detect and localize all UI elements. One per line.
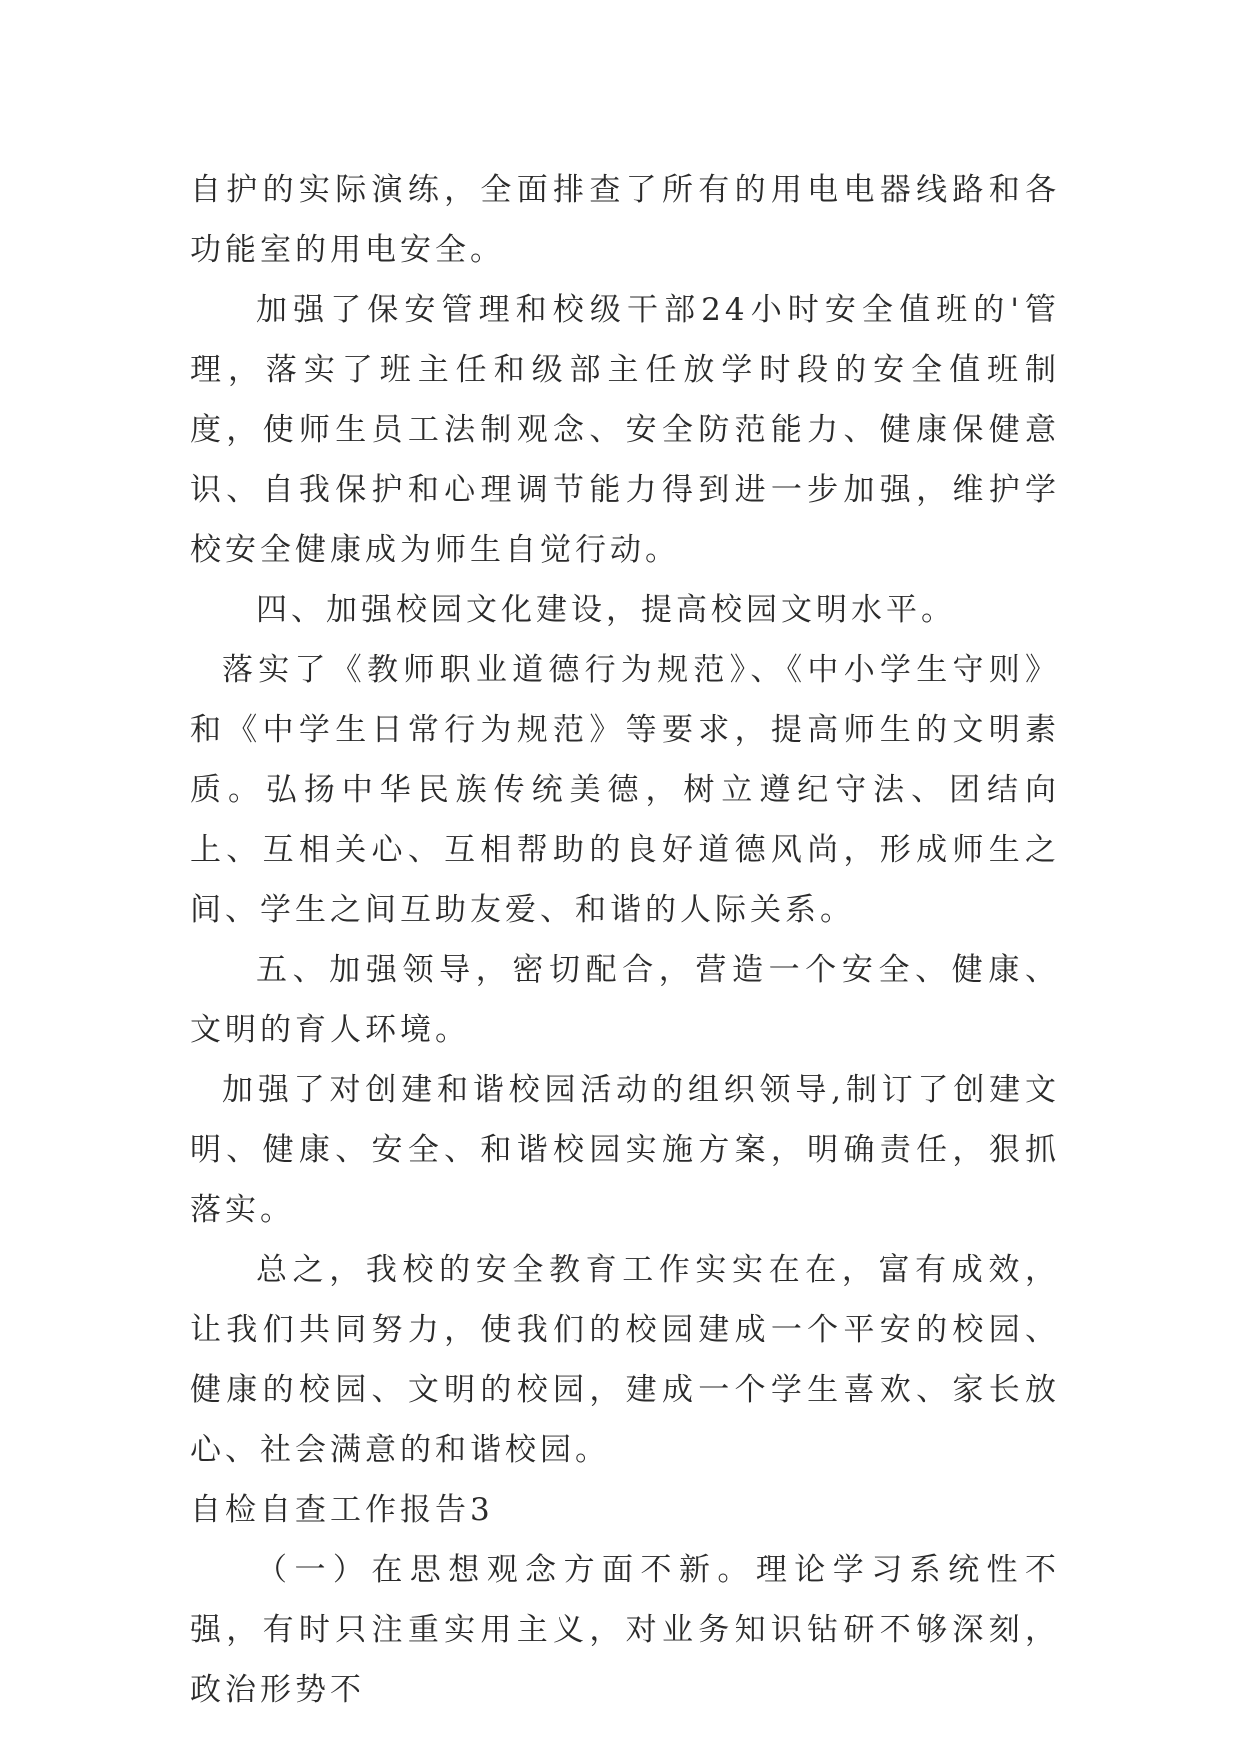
paragraph-harmonious-campus: 加强了对创建和谐校园活动的组织领导,制订了创建文明、健康、安全、和谐校园实施方案，明确责任，狠抓落实。	[190, 1072, 1060, 1228]
report-title: 自检自查工作报告3	[190, 1492, 494, 1528]
document-body	[190, 160, 1060, 1720]
paragraph-electrical-safety: 自护的实际演练，全面排查了所有的用电电器线路和各功能室的用电安全。	[190, 172, 1060, 268]
paragraph-code-of-conduct: 落实了《教师职业道德行为规范》、《中小学生守则》和《中学生日常行为规范》等要求，提高师生的文明素质。弘扬中华民族传统美德，树立遵纪守法、团结向上、互相关心、互相帮助的良好道德风尚，形成师生之间、学生之间互助友爱、和谐的人际关系。	[190, 652, 1060, 928]
paragraph-thinking-concepts: （一）在思想观念方面不新。理论学习系统性不强，有时只注重实用主义，对业务知识钻研不够深刻，政治形势不	[190, 1552, 1060, 1708]
paragraph-conclusion: 总之，我校的安全教育工作实实在在，富有成效，让我们共同努力，使我们的校园建成一个平安的校园、健康的校园、文明的校园，建成一个学生喜欢、家长放心、社会满意的和谐校园。	[190, 1252, 1060, 1468]
section-heading-leadership: 五、加强领导，密切配合，营造一个安全、健康、文明的育人环境。	[190, 952, 1060, 1048]
paragraph-security-management: 加强了保安管理和校级干部24小时安全值班的'管理，落实了班主任和级部主任放学时段的安全值班制度，使师生员工法制观念、安全防范能力、健康保健意识、自我保护和心理调节能力得到进一步加强，维护学校安全健康成为师生自觉行动。	[190, 292, 1060, 568]
section-heading-campus-culture: 四、加强校园文化建设，提高校园文明水平。	[256, 592, 956, 628]
